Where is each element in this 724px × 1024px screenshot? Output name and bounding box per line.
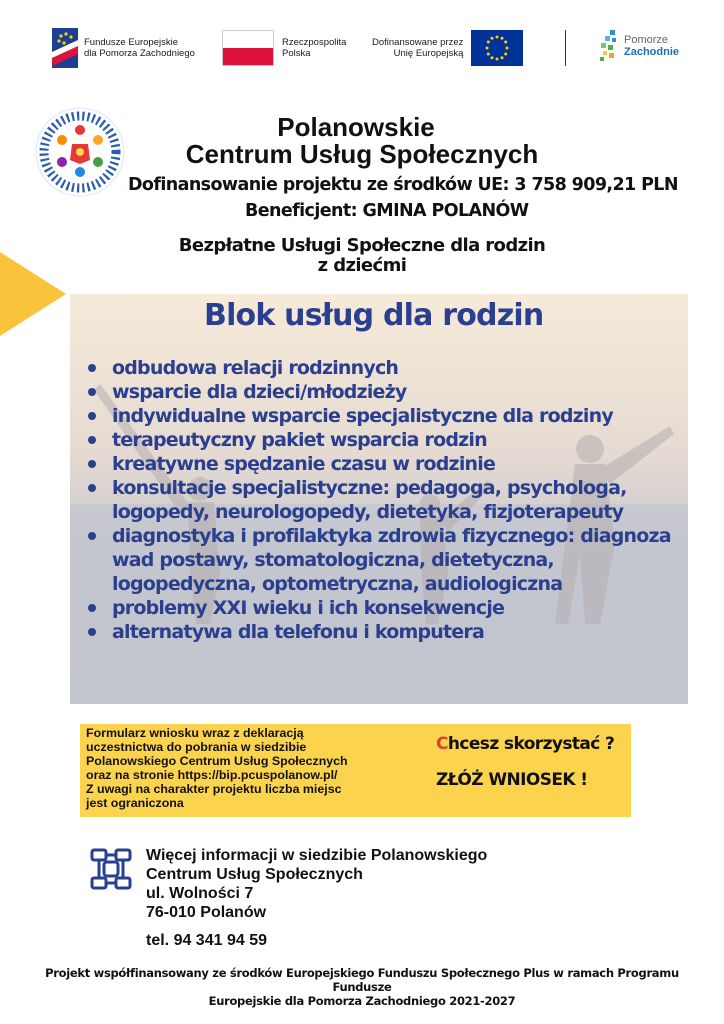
list-item: diagnostyka i profilaktyka zdrowia fizycznego: diagnoza wad postawy, stomatologiczna, dietetyczna, logopedyczna, optometryczna, audiologiczna — [86, 524, 672, 596]
contact-address-city: 76-010 Polanów — [146, 904, 267, 921]
contact-info — [146, 846, 487, 922]
list-item: wsparcie dla dzieci/młodzieży — [86, 380, 672, 404]
title-line2: Centrum Usług Społecznych — [185, 139, 539, 169]
form-info-line: jest ograniczona — [86, 796, 184, 810]
logo-strip — [0, 22, 724, 74]
pz-logo-text — [624, 34, 679, 58]
contact-phone[interactable]: tel. 94 341 94 59 — [146, 932, 267, 949]
list-item: terapeutyczny pakiet wsparcia rodzin — [86, 428, 672, 452]
fe-flag-icon — [52, 28, 78, 68]
footer-line1: Projekt współfinansowany ze środków Europejskiego Funduszu Społecznego Plus w ramach Programu Fundusze — [45, 966, 679, 994]
application-form-info — [86, 726, 412, 810]
fe-logo-text — [84, 37, 195, 59]
cta-question-initial: C — [436, 734, 448, 754]
services-panel — [70, 294, 688, 704]
pz-logo-line1: Pomorze — [624, 34, 669, 46]
rp-logo — [222, 30, 346, 66]
logo-separator — [565, 30, 566, 66]
eu-logo — [372, 30, 523, 66]
list-item: kreatywne spędzanie czasu w rodzinie — [86, 452, 672, 476]
eu-logo-line2: Unię Europejską — [393, 48, 464, 59]
fe-logo-line1: Fundusze Europejskie — [84, 37, 178, 48]
cta-question-rest: hcesz skorzystać ? — [447, 734, 615, 754]
fe-logo — [52, 28, 195, 68]
eu-flag-icon — [471, 30, 523, 66]
form-info-line: Z uwagi na charakter projektu liczba miejsc — [86, 782, 342, 796]
polish-flag-icon — [222, 30, 274, 66]
eu-logo-line1: Dofinansowane przez — [372, 37, 464, 48]
cta-question — [436, 734, 614, 754]
footer-line2: Europejskie dla Pomorza Zachodniego 2021-2027 — [208, 994, 516, 1008]
eu-logo-text — [372, 37, 463, 59]
services-title: Blok usług dla rodzin — [204, 298, 544, 333]
pz-logo — [598, 28, 679, 64]
application-bar — [80, 724, 631, 817]
cta-apply: ZŁÓŻ WNIOSEK ! — [436, 770, 588, 790]
free-services-line1: Bezpłatne Usługi Społeczne dla rodzin — [178, 235, 546, 256]
funding-text: Dofinansowanie projektu ze środków UE: 3 758 909,21 PLN — [128, 175, 678, 195]
rp-logo-line2: Polska — [282, 48, 311, 59]
list-item: konsultacje specjalistyczne: pedagoga, psychologa, logopedy, neurologopedy, dietetyka, fizjoterapeuty — [86, 476, 652, 524]
form-info-line-url[interactable]: oraz na stronie https://bip.pcuspolanow.pl/ — [86, 768, 338, 782]
contact-line2: Centrum Usług Społecznych — [146, 866, 363, 883]
beneficiary-text: Beneficjent: GMINA POLANÓW — [245, 201, 529, 221]
free-services-line2: z dziećmi — [317, 255, 407, 276]
form-info-line: Formularz wniosku wraz z deklaracją — [86, 726, 304, 740]
pomorze-zachodnie-icon — [598, 28, 622, 64]
footer-note — [20, 966, 704, 1008]
contact-line1: Więcej informacji w siedzibie Polanowskiego — [146, 847, 488, 864]
form-info-line: uczestnictwa do pobrania w siedzibie — [86, 740, 307, 754]
list-item: indywidualne wsparcie specjalistyczne dla rodziny — [86, 404, 672, 428]
contact-address-street: ul. Wolności 7 — [146, 885, 254, 902]
decorative-triangle — [0, 252, 66, 336]
fe-logo-line2: dla Pomorza Zachodniego — [84, 48, 195, 59]
joined-hands-icon — [88, 846, 134, 892]
list-item: alternatywa dla telefonu i komputera — [86, 620, 672, 644]
form-info-line: Polanowskiego Centrum Usług Społecznych — [86, 754, 348, 768]
list-item: odbudowa relacji rodzinnych — [86, 356, 672, 380]
rp-logo-line1: Rzeczpospolita — [282, 37, 347, 48]
free-services-heading — [0, 236, 724, 276]
services-list — [86, 356, 672, 644]
list-item: problemy XXI wieku i ich konsekwencje — [86, 596, 672, 620]
rp-logo-text — [282, 37, 346, 59]
title-line1: Polanowskie — [277, 112, 435, 142]
pz-logo-line2: Zachodnie — [624, 46, 680, 58]
